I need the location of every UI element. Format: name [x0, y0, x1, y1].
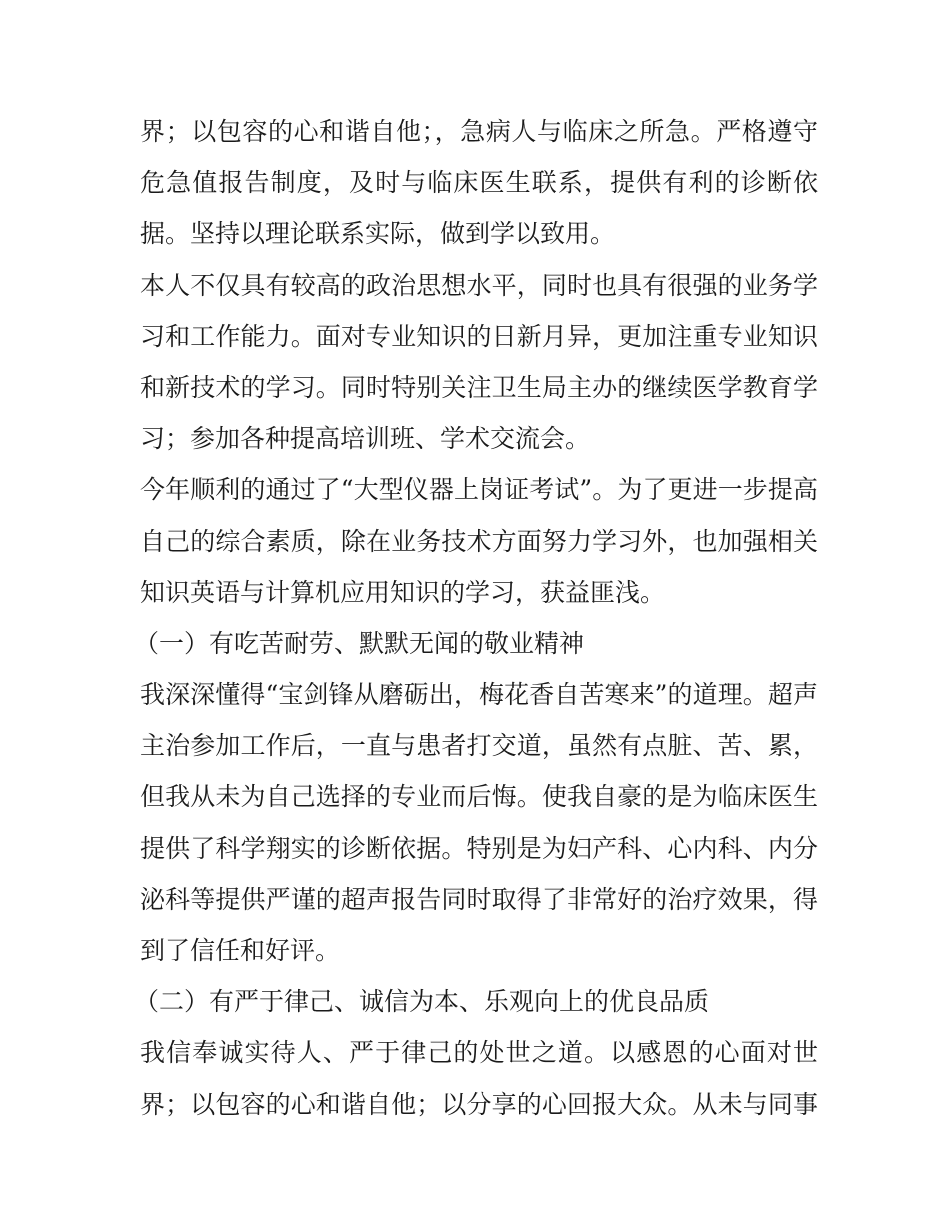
text-line: 主治参加工作后，一直与患者打交道，虽然有点脏、苦、累， — [140, 731, 818, 761]
text-line: 和新技术的学习。同时特别关注卫生局主办的继续医学教育学 — [140, 372, 818, 402]
text-line: 本人不仅具有较高的政治思想水平，同时也具有很强的业务学 — [140, 270, 818, 300]
text-line: 知识英语与计算机应用知识的学习，获益匪浅。 — [140, 577, 666, 607]
text-line: 自己的综合素质，除在业务技术方面努力学习外，也加强相关 — [140, 526, 818, 556]
text-line: 到了信任和好评。 — [140, 936, 341, 965]
section-heading: （一）有吃苦耐劳、默默无闻的敬业精神 — [134, 628, 585, 658]
text-line: 界；以包容的心和谐自他；，急病人与临床之所急。严格遵守 — [140, 117, 818, 146]
text-line: 习和工作能力。面对专业知识的日新月异，更加注重专业知识 — [140, 321, 818, 351]
text-line: 据。坚持以理论联系实际，做到学以致用。 — [140, 219, 616, 249]
text-line: 危急值报告制度，及时与临床医生联系，提供有利的诊断依 — [140, 168, 818, 198]
text-line: 习；参加各种提高培训班、学术交流会。 — [140, 424, 591, 454]
text-line: 我深深懂得“宝剑锋从磨砺出，梅花香自苦寒来”的道理。超声 — [140, 680, 818, 710]
section-heading: （二）有严于律己、诚信为本、乐观向上的优良品质 — [134, 987, 710, 1017]
text-line: 我信奉诚实待人、严于律己的处世之道。以感恩的心面对世 — [140, 1038, 818, 1068]
text-line: 界；以包容的心和谐自他；以分享的心回报大众。从未与同事 — [140, 1089, 818, 1119]
text-line: 今年顺利的通过了“大型仪器上岗证考试”。为了更进一步提高 — [140, 475, 818, 505]
text-line: 泌科等提供严谨的超声报告同时取得了非常好的治疗效果，得 — [140, 884, 818, 914]
text-line: 但我从未为自己选择的专业而后悔。使我自豪的是为临床医生 — [140, 782, 818, 812]
text-line: 提供了科学翔实的诊断依据。特别是为妇产科、心内科、内分 — [140, 833, 818, 863]
document-body — [134, 106, 818, 1130]
